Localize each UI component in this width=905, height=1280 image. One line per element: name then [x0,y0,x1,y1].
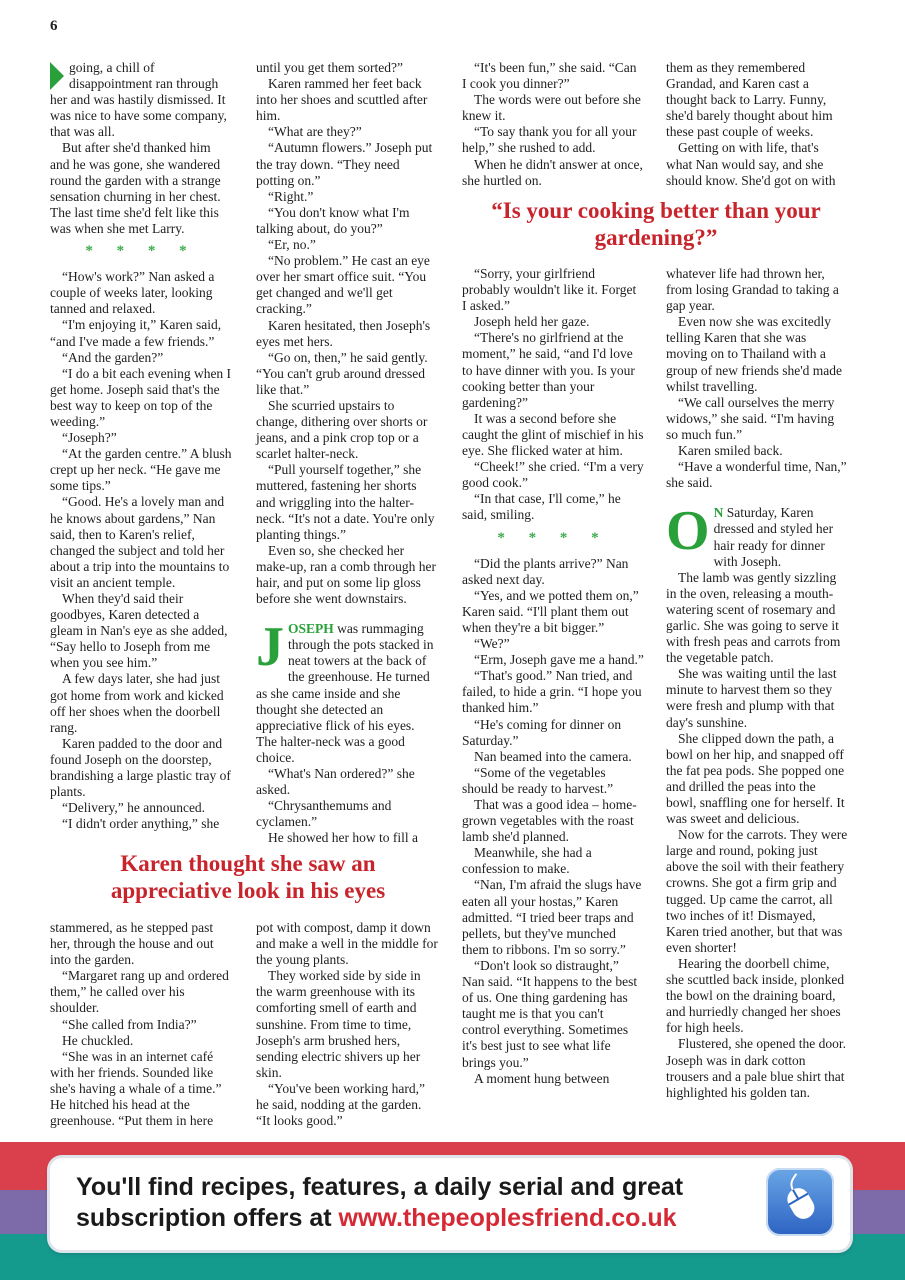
paragraph: “It's been fun,” she said. “Can I cook you dinner?” [462,60,637,92]
paragraph: Karen smiled back. [678,443,783,459]
paragraph: “I do a bit each evening when I get home. Joseph said that's the best way to keep on top of the weeding.” [50,365,232,429]
paragraph: “You've been working hard,” he said, nodding at the garden. “It looks good.” [256,1080,426,1129]
paragraph: “Good. He's a lovely man and he knows about gardens,” Nan said, then to Karen's relief, changed the subject and told her about a trip into the mountains to visit an ancient temple. [50,494,230,590]
page-number: 6 [50,18,58,34]
paragraph: “Chrysanthemums and cyclamen.” [256,798,392,830]
paragraph: until you get them sorted?” [256,60,403,75]
paragraph: “I'm enjoying it,” Karen said, “and I've made a few friends.” [50,317,222,349]
paragraph: “Margaret rang up and ordered them,” he called over his shoulder. [50,968,229,1016]
paragraph: “Nan, I'm afraid the slugs have eaten all your hostas,” Karen admitted. “I tried beer traps and pellets, but they've munched them to ribbons. I'm so sorry.” [462,877,642,957]
pull-quote: “Is your cooking better than your gardening?” [491,198,821,250]
paragraph: “She called from India?” [62,1016,197,1032]
paragraph: She scurried upstairs to change, dithering over shorts or jeans, and a pink crop top or a scarlet halter-neck. [256,397,428,462]
paragraph: “Some of the vegetables should be ready to harvest.” [462,764,614,796]
paragraph: them as they remembered Grandad, and Karen cast a thought back to Larry. Funny, she'd barely thought about him these past couple of weeks. [666,60,833,140]
paragraph: She clipped down the path, a bowl on her hip, and snapped off the fat pea pods. She popped one and drilled the peas into the bowl, snaffling one for herself. It was sweet and delicious. [666,730,845,827]
paragraph: Now for the carrots. They were large and round, poking just above the soil with their feathery crowns. She got a firm grip and tugged. Up came the carrot, all two inches of it! Dismayed, Karen tried another, but that was even shorter! [666,827,848,955]
paragraph: Karen padded to the door and found Joseph on the doorstep, brandishing a large plastic tray of plants. [50,735,231,800]
paragraph: The lamb was gently sizzling in the oven, releasing a mouth-watering scent of rosemary and garlic. She was going to serve it with fresh peas and carrots from the vegetable patch. [666,569,841,666]
paragraph: “What are they?” [268,124,362,140]
mouse-icon-graphic [766,1168,834,1236]
paragraph: Even now she was excitedly telling Karen that she was moving on to Thailand with a group of new friends she'd made whilst travelling. [666,314,843,394]
paragraph: “Erm, Joseph gave me a hand.” [474,652,644,668]
paragraph: It was a second before she caught the glint of mischief in his eye. She flicked water at him. [462,410,644,459]
paragraph: A few days later, she had just got home from work and kicked off her shoes when the doorbell rang. [50,671,224,735]
paragraph: She was waiting until the last minute to harvest them so they were fresh and plump with that day's sunshine. [666,666,837,730]
column-4 [666,266,848,1101]
paragraph: But after she'd thanked him and he was gone, she wandered round the garden with a strange sensation churning in her chest. The last time she'd felt like this was when she met Larry. [50,140,221,236]
paragraph: “She was in an internet café with her friends. Sounded like she's having a whale of a time.” He hitched his head at the greenhouse. “Put them in here [50,1048,222,1129]
paragraph: A moment hung between [474,1070,610,1086]
column-3 [462,266,644,1087]
paragraph: whatever life had thrown her, from losing Grandad to taking a gap year. [666,266,839,314]
paragraph: “I didn't order anything,” she [62,816,220,832]
promo-text: You'll find recipes, features, a daily serial and great subscription offers at www.thepeoplesfriend.co.uk [76,1173,684,1232]
paragraph: “No problem.” He cast an eye over her smart office suit. “You get changed and we'll get cracking.” [256,253,430,317]
paragraph: “You don't know what I'm talking about, do you?” [256,204,410,236]
column-2-continued [256,920,438,1129]
paragraph: He showed her how to fill a [268,830,418,846]
column-3-top [462,60,644,189]
lead-in: OSEPH [288,621,334,637]
paragraph: “He's coming for dinner on Saturday.” [462,716,622,748]
paragraph: “Sorry, your girlfriend probably wouldn't like it. Forget I asked.” [462,266,637,314]
drop-cap: O [666,500,710,563]
paragraph: The words were out before she knew it. [462,92,641,124]
paragraph: They worked side by side in the warm greenhouse with its comforting smell of earth and sunshine. From time to time, Joseph's arm brushed hers, sending electric shivers up her skin. [256,968,421,1080]
paragraph: “Autumn flowers.” Joseph put the tray down. “They need potting on.” [256,140,433,188]
paragraph: When they'd said their goodbyes, Karen detected a gleam in Nan's eye as she added, “Say hello to Joseph from me when you see him.” [50,591,228,671]
paragraph: Meanwhile, she had a confession to make. [462,845,592,877]
mouse-icon[interactable] [766,1168,834,1236]
drop-cap: J [256,616,284,679]
paragraph: “Delivery,” he announced. [62,800,206,816]
paragraph: “We?” [474,636,510,652]
paragraph: “Yes, and we potted them on,” Karen said. “I'll plant them out when they're a bit bigger.” [462,587,639,635]
promo-banner[interactable] [50,1158,850,1250]
paragraph: “We call ourselves the merry widows,” she said. “I'm having so much fun.” [666,394,835,442]
paragraph: Nan beamed into the camera. [474,748,632,764]
paragraph: Flustered, she opened the door. Joseph was in dark cotton trousers and a pale blue shirt that highlighted his golden tan. [666,1036,846,1100]
paragraph: Karen hesitated, then Joseph's eyes met hers. [256,317,431,349]
paragraph: Even so, she checked her make-up, ran a comb through her hair, and put on some lip gloss before she went downstairs. [256,542,436,607]
column-1 [50,60,232,832]
paragraph: “What's Nan ordered?” she asked. [256,766,415,798]
paragraph: “Have a wonderful time, Nan,” she said. [666,459,847,491]
paragraph: “How's work?” Nan asked a couple of weeks later, looking tanned and relaxed. [50,269,215,317]
paragraph: O N Saturday, Karen dressed and styled her hair ready for dinner with Joseph. [666,500,834,569]
paragraph: When he didn't answer at once, she hurtled on. [462,156,643,188]
continuation-arrow-icon [50,62,64,90]
paragraph: stammered, as he stepped past her, through the house and out into the garden. [50,920,214,968]
paragraph: Hearing the doorbell chime, she scuttled back inside, plonked the bowl on the draining board, and hurriedly changed her shoes for high heels. [666,955,845,1036]
paragraph: Getting on with life, that's what Nan would say, and she should know. She'd got on with [666,140,836,188]
paragraph: “There's no girlfriend at the moment,” he said, “and I'd love to have dinner with you. Is your cooking better than your gardening?” [462,330,635,410]
paragraph: “At the garden centre.” A blush crept up her neck. “He gave me some tips.” [50,446,232,494]
paragraph: “That's good.” Nan tried, and failed, to hide a grin. “I hope you thanked him.” [462,668,642,716]
paragraph: “Joseph?” [62,430,117,446]
paragraph: Joseph held her gaze. [474,314,590,330]
paragraph: “Right.” [268,188,314,204]
pull-quote: Karen thought she saw an appreciative look in his eyes [110,851,386,903]
paragraph: going, a chill of disappointment ran through her and was hastily dismissed. It was nice to have some company, that was all. [50,60,227,140]
paragraph: “And the garden?” [62,349,164,365]
paragraph: “To say thank you for all your help,” she rushed to add. [462,124,637,156]
column-1-continued [50,920,232,1129]
paragraph: He chuckled. [62,1032,134,1048]
paragraph: Karen rammed her feet back into her shoes and scuttled after him. [256,76,428,124]
lead-in: N [713,505,724,521]
paragraph: That was a good idea – home-grown vegetables with the roast lamb she'd planned. [462,797,637,845]
paragraph: “Go on, then,” he said gently. “You can't grub around dressed like that.” [256,349,428,397]
paragraph: JOSEPH was rummaging through the pots stacked in neat towers at the back of the greenhouse. He turned as she came inside and she thought she detected an appreciative flick of his eyes. The halter-neck was a good choice. [256,616,434,765]
paragraph: “Don't look so distraught,” Nan said. “It happens to the best of us. One thing gardening has taught me is that you can't control everything. Sometimes it's best just to see what life brings you.” [462,957,638,1070]
column-2 [256,60,438,847]
website-link[interactable]: www.thepeoplesfriend.co.uk [338,1204,677,1232]
section-break-stars: * * * * [497,529,609,546]
paragraph: “Er, no.” [268,237,316,253]
paragraph: pot with compost, damp it down and make a well in the middle for the young plants. [256,920,438,968]
paragraph: “Cheek!” she cried. “I'm a very good cook.” [462,459,644,491]
paragraph: “In that case, I'll come,” he said, smiling. [462,491,621,523]
paragraph: “Did the plants arrive?” Nan asked next day. [462,555,629,587]
paragraph: “Pull yourself together,” she muttered, fastening her shorts and wriggling into the halter-neck. “It's not a date. You're only planting things.” [256,462,435,542]
column-4-top [666,60,848,189]
section-break-stars: * * * * [85,243,197,260]
